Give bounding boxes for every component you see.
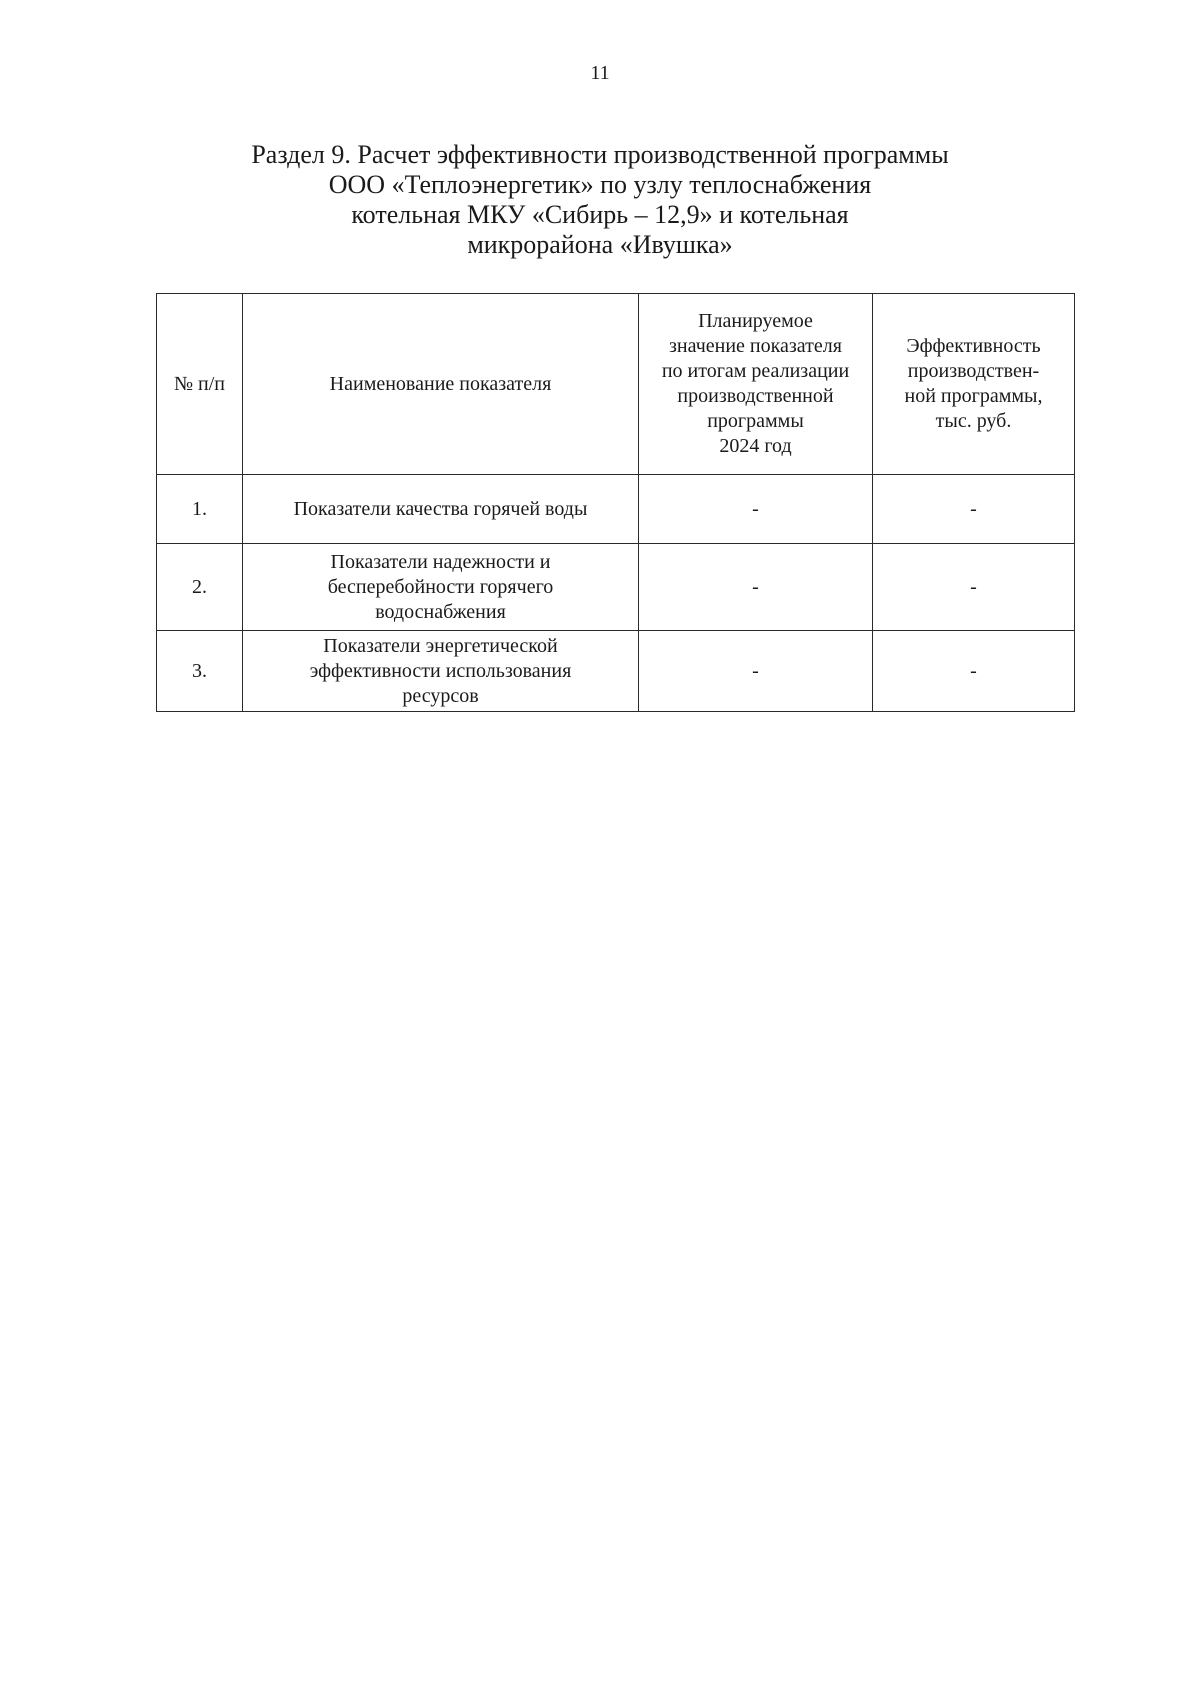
table-row bbox=[157, 475, 1075, 544]
header-indicator-name: Наименование показателя bbox=[243, 294, 639, 475]
cell-number: 3. bbox=[157, 631, 243, 712]
cell-efficiency: - bbox=[873, 544, 1075, 631]
cell-planned-value: - bbox=[639, 475, 873, 544]
cell-indicator-name: Показатели надежности и бесперебойности горячего водоснабжения bbox=[243, 544, 639, 631]
title-line-1: Раздел 9. Расчет эффективности производственной программы bbox=[251, 140, 949, 169]
section-title bbox=[130, 140, 1070, 260]
table-row bbox=[157, 631, 1075, 712]
cell-number: 2. bbox=[157, 544, 243, 631]
cell-indicator-name: Показатели энергетической эффективности использования ресурсов bbox=[243, 631, 639, 712]
cell-efficiency: - bbox=[873, 475, 1075, 544]
table-header-row bbox=[157, 294, 1075, 475]
table-row bbox=[157, 544, 1075, 631]
header-planned-value: Планируемое значение показателя по итогам реализации производственной программы 2024 год bbox=[639, 294, 873, 475]
header-efficiency: Эффективность производствен- ной программы, тыс. руб. bbox=[873, 294, 1075, 475]
title-line-4: микрорайона «Ивушка» bbox=[467, 230, 733, 259]
header-number: № п/п bbox=[157, 294, 243, 475]
cell-indicator-name: Показатели качества горячей воды bbox=[243, 475, 639, 544]
cell-number: 1. bbox=[157, 475, 243, 544]
efficiency-table bbox=[156, 293, 1075, 712]
cell-planned-value: - bbox=[639, 544, 873, 631]
title-line-2: ООО «Теплоэнергетик» по узлу теплоснабжения bbox=[328, 170, 872, 199]
title-line-3: котельная МКУ «Сибирь – 12,9» и котельная bbox=[351, 200, 849, 229]
page-number: 11 bbox=[590, 62, 610, 84]
cell-efficiency: - bbox=[873, 631, 1075, 712]
cell-planned-value: - bbox=[639, 631, 873, 712]
